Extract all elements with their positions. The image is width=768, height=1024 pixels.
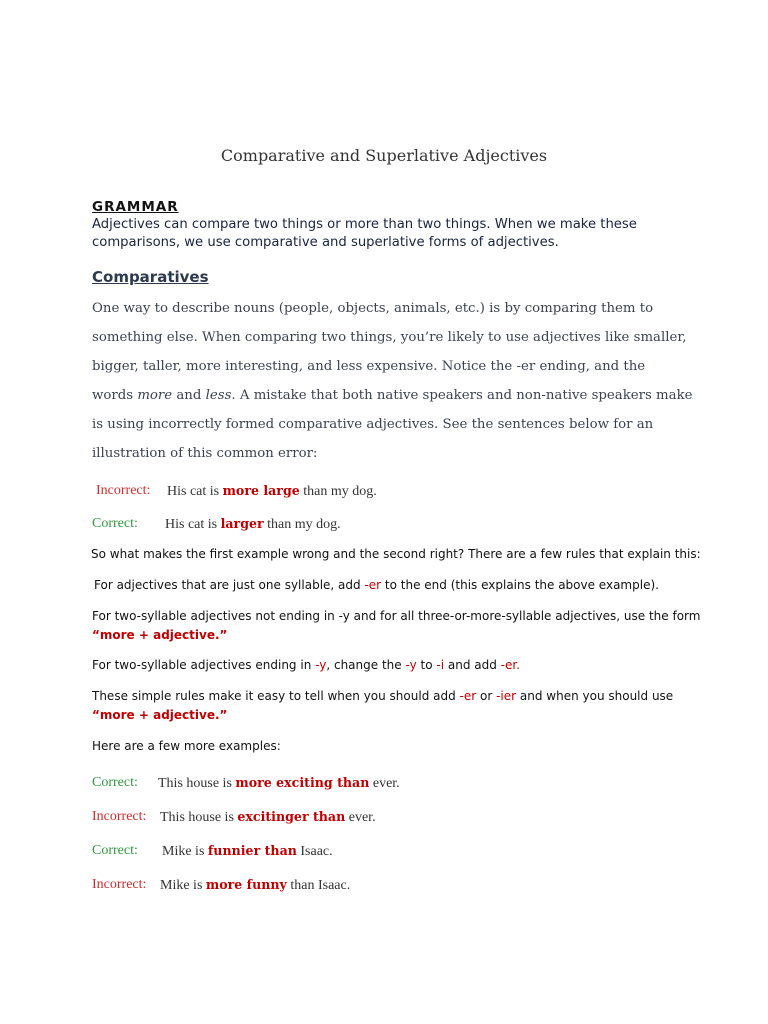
suffix-highlight: -y: [405, 658, 417, 672]
text-span: than my dog.: [263, 517, 341, 532]
paragraph-line-4: [92, 388, 693, 403]
example-label: [92, 877, 146, 893]
paragraph-line-6: illustration of this common error:: [92, 446, 318, 461]
example-sentence: [165, 516, 341, 533]
highlight-phrase: funnier than: [207, 843, 297, 858]
text-span: His cat is: [165, 517, 221, 532]
text-span: For two-syllable adjectives ending in: [92, 658, 316, 672]
rule-ending-y: [92, 658, 520, 672]
grammar-text-line-1: Adjectives can compare two things or more than two things. When we make these: [92, 217, 637, 232]
comparatives-heading: Comparatives: [92, 268, 209, 286]
text-span: Mike is: [162, 844, 208, 859]
rule-one-syllable: [94, 578, 659, 592]
paragraph-line-1: One way to describe nouns (people, objects, animals, etc.) is by comparing them to: [92, 301, 654, 316]
emphasis-more: more: [137, 388, 173, 403]
emphasis-less: less: [205, 388, 232, 403]
example-sentence: [158, 775, 400, 792]
example-label: [92, 775, 138, 791]
text-span: His cat is: [167, 484, 223, 499]
correct-label: Correct:: [92, 843, 138, 858]
correct-label: Correct:: [92, 775, 138, 790]
suffix-highlight: -y: [315, 658, 327, 672]
text-span: . A mistake that both native speakers and non-native speakers make: [231, 388, 693, 403]
paragraph-line-2: something else. When comparing two things, you’re likely to use adjectives like smaller,: [92, 330, 687, 345]
text-span: These simple rules make it easy to tell when you should add: [92, 689, 460, 703]
example-correct-label: [92, 516, 138, 532]
rules-intro: So what makes the first example wrong and the second right? There are a few rules that explain this:: [91, 547, 701, 561]
text-span: or: [476, 689, 497, 703]
text-span: This house is: [158, 776, 236, 791]
grammar-text-line-2: comparisons, we use comparative and superlative forms of adjectives.: [92, 235, 559, 250]
paragraph-line-3: bigger, taller, more interesting, and less expensive. Notice the -er ending, and the: [92, 359, 646, 374]
page-title: Comparative and Superlative Adjectives: [220, 146, 548, 165]
text-span: and when you should use: [516, 689, 674, 703]
more-examples-intro: Here are a few more examples:: [92, 739, 281, 753]
rule-summary-line-2: [92, 708, 227, 722]
suffix-highlight: -i: [436, 658, 445, 672]
text-span: than Isaac.: [286, 878, 351, 893]
example-incorrect-label: [96, 483, 150, 499]
example-sentence: [160, 809, 376, 826]
text-span: than my dog.: [299, 484, 377, 499]
form-highlight: “more + adjective.”: [92, 628, 228, 642]
incorrect-label: Incorrect:: [92, 809, 147, 824]
example-label: [92, 809, 146, 825]
text-span: This house is: [160, 810, 238, 825]
highlight-phrase: more funny: [205, 877, 287, 892]
suffix-highlight: -er: [364, 578, 382, 592]
suffix-highlight: -er.: [500, 658, 521, 672]
text-span: ever.: [369, 776, 400, 791]
grammar-heading: GRAMMAR: [92, 199, 179, 215]
example-label: Correct:: [92, 516, 138, 531]
example-sentence: [162, 843, 333, 860]
suffix-highlight: -er: [459, 689, 477, 703]
form-highlight: “more + adjective.”: [92, 708, 228, 722]
text-span: For adjectives that are just one syllable, add: [94, 578, 365, 592]
text-span: to: [416, 658, 437, 672]
suffix-highlight: -ier: [496, 689, 517, 703]
text-span: ever.: [345, 810, 376, 825]
example-label: Incorrect:: [96, 483, 151, 498]
text-span: to the end (this explains the above example).: [381, 578, 659, 592]
incorrect-label: Incorrect:: [92, 877, 147, 892]
highlight-phrase: more exciting than: [235, 775, 370, 790]
example-sentence: [167, 483, 377, 500]
example-label: [92, 843, 138, 859]
highlight-phrase: larger: [220, 516, 264, 531]
highlight-phrase: more large: [222, 483, 300, 498]
text-span: Isaac.: [296, 844, 333, 859]
text-span: Mike is: [160, 878, 206, 893]
text-span: and add: [444, 658, 501, 672]
text-span: and: [172, 388, 206, 403]
text-span: , change the: [326, 658, 406, 672]
text-span: words: [92, 388, 138, 403]
rule-two-syllable-line-2: [92, 628, 227, 642]
rule-summary-line-1: [92, 689, 673, 703]
rule-two-syllable-line-1: For two-syllable adjectives not ending in -y and for all three-or-more-syllable adjectives, use the form: [92, 609, 701, 623]
paragraph-line-5: is using incorrectly formed comparative adjectives. See the sentences below for an: [92, 417, 654, 432]
example-sentence: [160, 877, 350, 894]
highlight-phrase: excitinger than: [237, 809, 346, 824]
